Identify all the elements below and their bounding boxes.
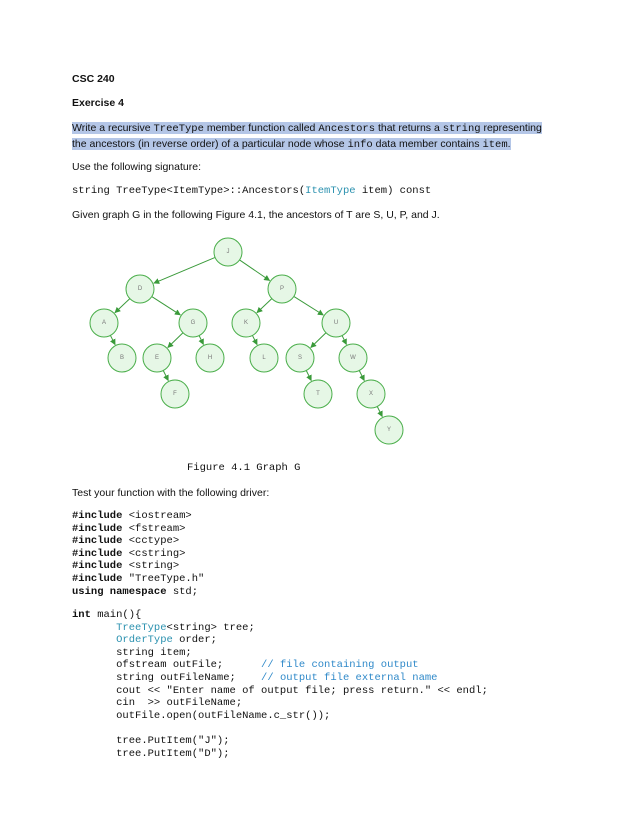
node-h [196,344,224,372]
prompt-line-1: Write a recursive TreeType member function called Ancestors that returns a string representing [72,122,542,135]
node-label: L [262,355,266,361]
edge-p-u [294,296,323,315]
node-a [90,309,118,337]
node-label: E [154,355,160,361]
node-b [108,344,136,372]
course-title: CSC 240 [72,73,115,85]
node-label: G [190,320,196,326]
node-s [286,344,314,372]
node-u [322,309,350,337]
given-text: Given graph G in the following Figure 4.1, the ancestors of T are S, U, P, and J. [72,209,440,221]
node-label: P [279,286,285,292]
prompt-line-2: the ancestors (in reverse order) of a particular node whose info data member contains item. [72,138,511,151]
node-label: S [297,355,303,361]
edge-a-b [110,335,115,344]
node-label: X [368,391,374,397]
node-label: H [207,355,213,361]
node-label: K [243,320,249,326]
node-w [339,344,367,372]
node-label: T [316,391,320,397]
edge-x-y [377,407,382,417]
edge-w-x [359,371,364,381]
node-label: F [173,391,177,397]
edge-g-h [199,336,203,345]
node-g [179,309,207,337]
edge-g-e [168,333,183,348]
edge-k-l [252,335,257,344]
edge-d-g [152,297,181,315]
graph-g-figure [80,228,420,450]
edge-e-f [163,371,168,381]
node-label: U [333,320,339,326]
node-label: W [350,355,356,361]
figure-caption: Figure 4.1 Graph G [187,462,301,474]
node-d [126,275,154,303]
function-signature: string TreeType<ItemType>::Ancestors(ItemType item) const [72,185,432,197]
edge-p-k [257,299,272,313]
node-f [161,380,189,408]
node-j [214,238,242,266]
node-label: D [137,286,143,292]
test-intro-text: Test your function with the following driver: [72,487,270,499]
edge-u-s [311,333,326,348]
code-main: int main(){ TreeType<string> tree; OrderType order; string item; ofstream outFile; // file containing output string outFileName; // output file external name cout << "Enter name of output file; press return." << endl; cin >> outFileName; outFile.open(outFileName.c_str()); tree.PutItem("J"); tree.PutItem("D"); [72,609,488,760]
node-label: Y [386,427,392,433]
node-label: J [226,249,230,255]
node-t [304,380,332,408]
use-signature-text: Use the following signature: [72,161,201,173]
edge-j-d [154,257,215,283]
node-l [250,344,278,372]
node-label: A [101,320,107,326]
edge-d-a [115,299,130,313]
node-label: B [119,355,125,361]
edge-s-t [306,371,311,381]
node-y [375,416,403,444]
edge-j-p [240,260,270,281]
node-p [268,275,296,303]
code-includes: #include <iostream> #include <fstream> #include <cctype> #include <cstring> #include <string> #include "TreeType.h" using namespace std; [72,510,205,598]
node-e [143,344,171,372]
exercise-title: Exercise 4 [72,97,124,109]
edge-u-w [342,336,346,345]
node-x [357,380,385,408]
node-k [232,309,260,337]
